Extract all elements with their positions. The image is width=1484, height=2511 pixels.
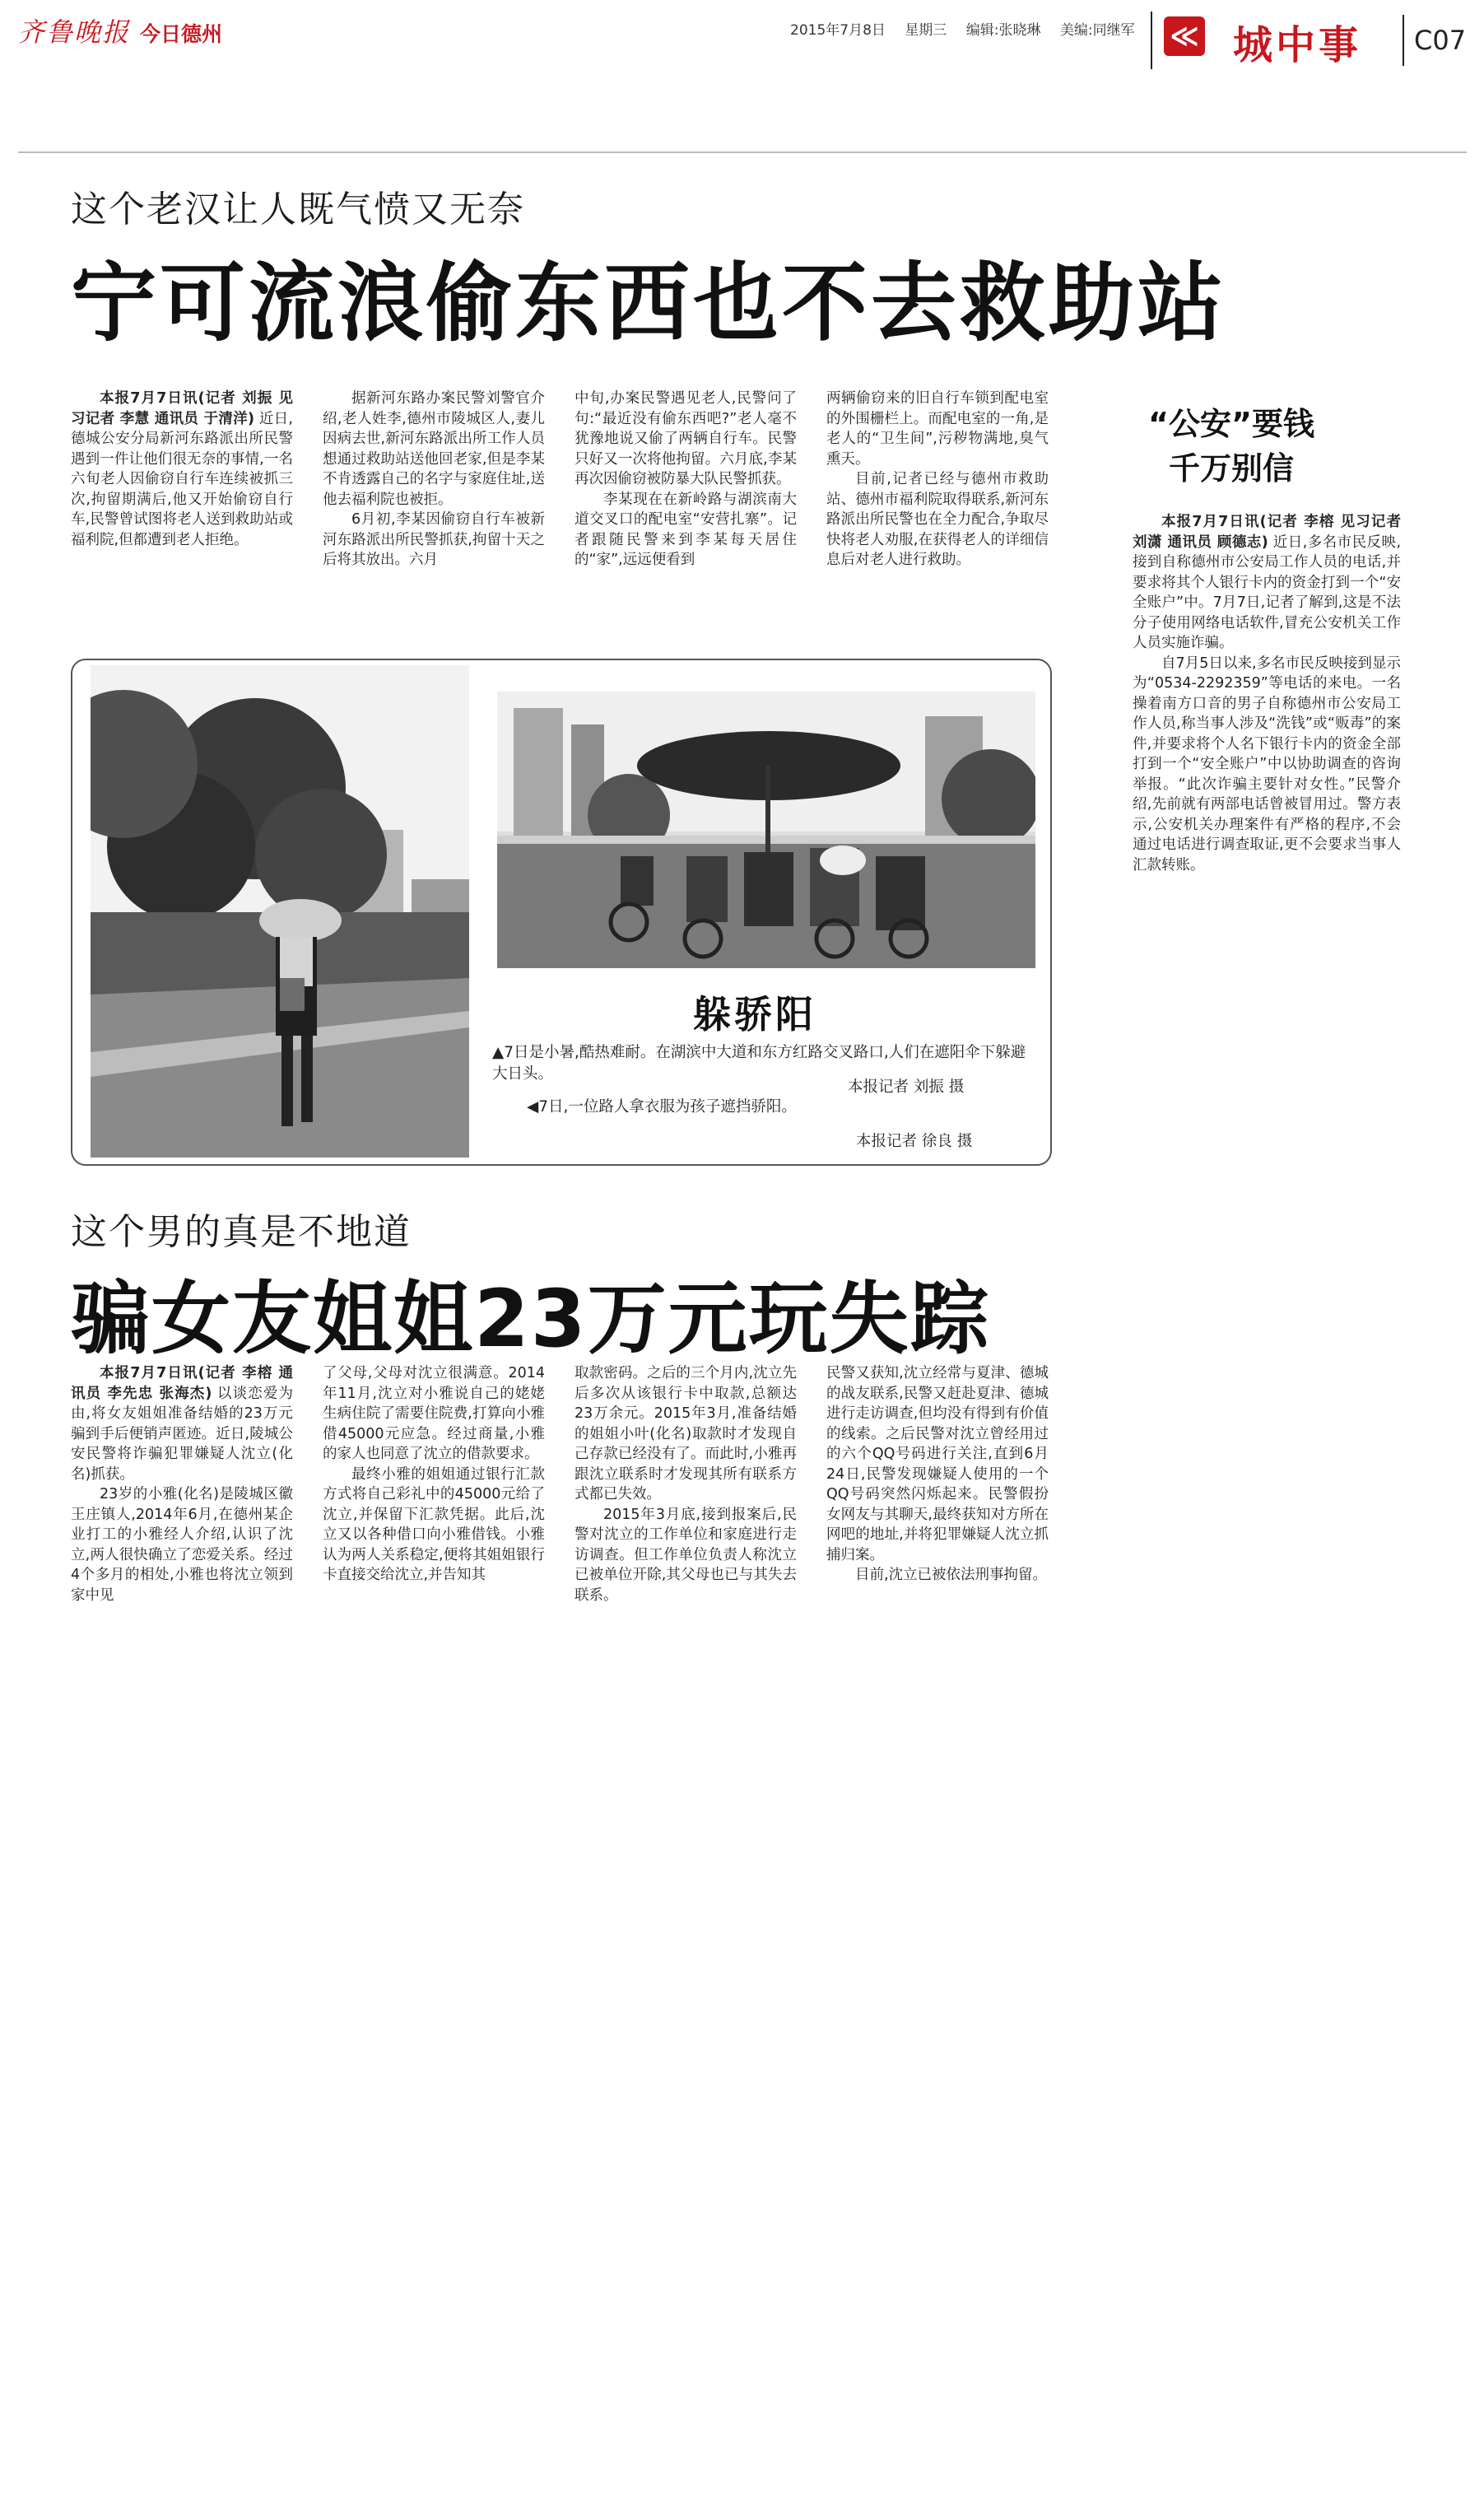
article1-col4-p1: 两辆偷窃来的旧自行车锁到配电室的外围栅栏上。而配电室的一角,是老人的“卫生间”,污秽物满地,臭气熏天。 — [826, 390, 1049, 468]
article1-kicker: 这个老汉让人既气愤又无奈 — [71, 189, 525, 231]
section-chevron-icon: ≪ — [1164, 16, 1205, 56]
sidebar-p1: 近日,多名市民反映,接到自称德州市公安局工作人员的电话,并要求将其个人银行卡内的资金打到一个“安全账户”中。7月7日,记者了解到,这是不法分子使用网络电话软件,冒充公安机关工作人员实施诈骗。 — [1133, 533, 1402, 651]
sidebar-body — [1133, 512, 1401, 875]
article2-col3-p2: 2015年3月底,接到报案后,民警对沈立的工作单位和家庭进行走访调查。但工作单位负责人称沈立已被单位开除,其父母也已与其失去联系。 — [575, 1506, 797, 1604]
article2-kicker: 这个男的真是不地道 — [71, 1211, 412, 1253]
article1-headline: 宁可流浪偷东西也不去救助站 — [71, 253, 1227, 353]
article2-headline: 骗女友姐姐23万元玩失踪 — [71, 1273, 991, 1365]
sidebar-p2: 自7月5日以来,多名市民反映接到显示为“0534-2292359”等电话的来电。一名操着南方口音的男子自称德州市公安局工作人员,称当事人涉及“洗钱”或“贩毒”的案件,并要求将个人名下银行卡内的资金全部打到一个“安全账户”中以协助调查的咨询举报。“此次诈骗主要针对女性。”民警介绍,先前就有两部电话曾被冒用过。警方表示,公安机关办理案件有严格的程序,不会通过电话进行调查取证,更不会要求当事人汇款转账。 — [1133, 655, 1401, 873]
article2-col1-p1: 以谈恋爱为由,将女友姐姐准备结婚的23万元骗到手后便销声匿迹。近日,陵城公安民警将诈骗犯罪嫌疑人沈立(化名)抓获。 — [71, 1385, 293, 1483]
article1-col2-p2: 6月初,李某因偷窃自行车被新河东路派出所民警抓获,拘留十天之后将其放出。六月 — [323, 511, 545, 568]
designer-credit: 美编:同继军 — [1059, 22, 1135, 39]
article1-column-2 — [323, 389, 545, 571]
article2-col3-p1: 取款密码。之后的三个月内,沈立先后多次从该银行卡中取款,总额达23万余元。2015年3月,准备结婚的姐姐小叶(化名)取款时才发现自己存款已经没有了。而此时,小雅再跟沈立联系时才发现其所有联系方式都已失效。 — [575, 1365, 797, 1502]
article2-column-2 — [323, 1363, 545, 1586]
photo-umbrella-intersection — [497, 692, 1035, 968]
article2-column-3 — [575, 1363, 797, 1605]
article2-column-1 — [71, 1363, 293, 1605]
article2-col1-p2: 23岁的小雅(化名)是陵城区徽王庄镇人,2014年6月,在德州某企业打工的小雅经人介绍,认识了沈立,两人很快确立了恋爱关系。经过4个多月的相处,小雅也将沈立领到家中见 — [71, 1486, 293, 1604]
photo-caption-1: ▲7日是小暑,酷热难耐。在湖滨中大道和东方红路交叉路口,人们在遮阳伞下躲避大日头。 — [492, 1044, 1026, 1083]
article1-column-3 — [575, 389, 797, 571]
issue-date: 2015年7月8日 — [790, 22, 886, 39]
photo-pedestrian — [91, 665, 469, 1158]
page-meta — [790, 18, 1150, 39]
photo-feature-title: 躲骄阳 — [693, 992, 816, 1037]
article1-col3-p1: 中旬,办案民警遇见老人,民警问了句:“最近没有偷东西吧?”老人毫不犹豫地说又偷了两辆自行车。民警只好又一次将他拘留。六月底,李某再次因偷窃被防暴大队民警抓获。 — [575, 390, 797, 487]
article2-col2-p2: 最终小雅的姐姐通过银行汇款方式将自己彩礼中的45000元给了沈立,并保留下汇款凭据。此后,沈立又以各种借口向小雅借钱。小雅认为两人关系稳定,便将其姐姐银行卡直接交给沈立,并告知其 — [323, 1465, 545, 1583]
paper-logo: 齐鲁晚报 — [18, 16, 131, 48]
article1-col4-p2: 目前,记者已经与德州市救助站、德州市福利院取得联系,新河东路派出所民警也在全力配合,争取尽快将老人劝服,在获得老人的详细信息后对老人进行救助。 — [826, 471, 1049, 568]
masthead — [18, 12, 224, 61]
sidebar-title — [1133, 402, 1330, 491]
article2-col4-p2: 目前,沈立已被依法刑事拘留。 — [855, 1567, 1048, 1583]
article1-column-4 — [826, 389, 1049, 571]
article2-column-4 — [826, 1363, 1049, 1586]
sidebar-title-line1: “公安”要钱 — [1148, 406, 1314, 442]
sidebar-byline: 本报7月7日讯(记者 李榕 见习记者 刘潇 通讯员 顾德志) — [1133, 514, 1401, 551]
article1-col2-p1: 据新河东路办案民警刘警官介绍,老人姓李,德州市陵城区人,妻儿因病去世,新河东路派出所工作人员想通过救助站送他回老家,但是李某不肯透露自己的名字与家庭住址,送他去福利院也被拒。 — [323, 390, 545, 508]
header-rule — [18, 151, 1467, 153]
article1-column-1 — [71, 389, 293, 550]
article2-col2-p1: 了父母,父母对沈立很满意。2014年11月,沈立对小雅说自己的姥姥生病住院了需要住院费,打算向小雅借45000元应急。经过商量,小雅的家人也同意了沈立的借款要求。 — [323, 1365, 545, 1462]
article2-byline: 本报7月7日讯(记者 李榕 通讯员 李先忠 张海杰) — [71, 1365, 293, 1402]
editor-credit: 编辑:张晓琳 — [965, 22, 1041, 39]
photo-credit-2: 本报记者 徐良 摄 — [856, 1133, 973, 1150]
sidebar-title-line2: 千万别信 — [1168, 450, 1294, 487]
article1-col3-p2: 李某现在在新岭路与湖滨南大道交叉口的配电室“安营扎寨”。记者跟随民警来到李某每天居住的“家”,远远便看到 — [575, 491, 797, 568]
page-divider — [1403, 15, 1404, 66]
page-number: C07 — [1414, 25, 1467, 56]
header-divider — [1151, 12, 1152, 69]
photo-credit-1: 本报记者 刘振 摄 — [848, 1078, 965, 1096]
article1-col1-text: 近日,德城公安分局新河东路派出所民警遇到一件让他们很无奈的事情,一名六旬老人因偷窃自行车连续被抓三次,拘留期满后,他又开始偷窃自行车,民警曾试图将老人送到救助站或福利院,但都遭到老人拒绝。 — [71, 410, 293, 548]
edition-name: 今日德州 — [140, 22, 223, 46]
article1-byline: 本报7月7日讯(记者 刘振 见习记者 李慧 通讯员 于清洋) — [71, 390, 293, 427]
article2-col4-p1: 民警又获知,沈立经常与夏津、德城的战友联系,民警又赶赴夏津、德城进行走访调查,但均没有得到有价值的线索。之后民警对沈立曾经用过的六个QQ号码进行关注,直到6月24日,民警发现嫌疑人使用的一个QQ号码突然闪烁起来。民警假扮女网友与其聊天,最终获知对方所在网吧的地址,并将犯罪嫌疑人沈立抓捕归案。 — [826, 1365, 1049, 1563]
photo-caption-2: ◀7日,一位路人拿衣服为孩子遮挡骄阳。 — [527, 1098, 797, 1116]
section-title: 城中事 — [1233, 22, 1362, 68]
issue-weekday: 星期三 — [905, 22, 947, 39]
